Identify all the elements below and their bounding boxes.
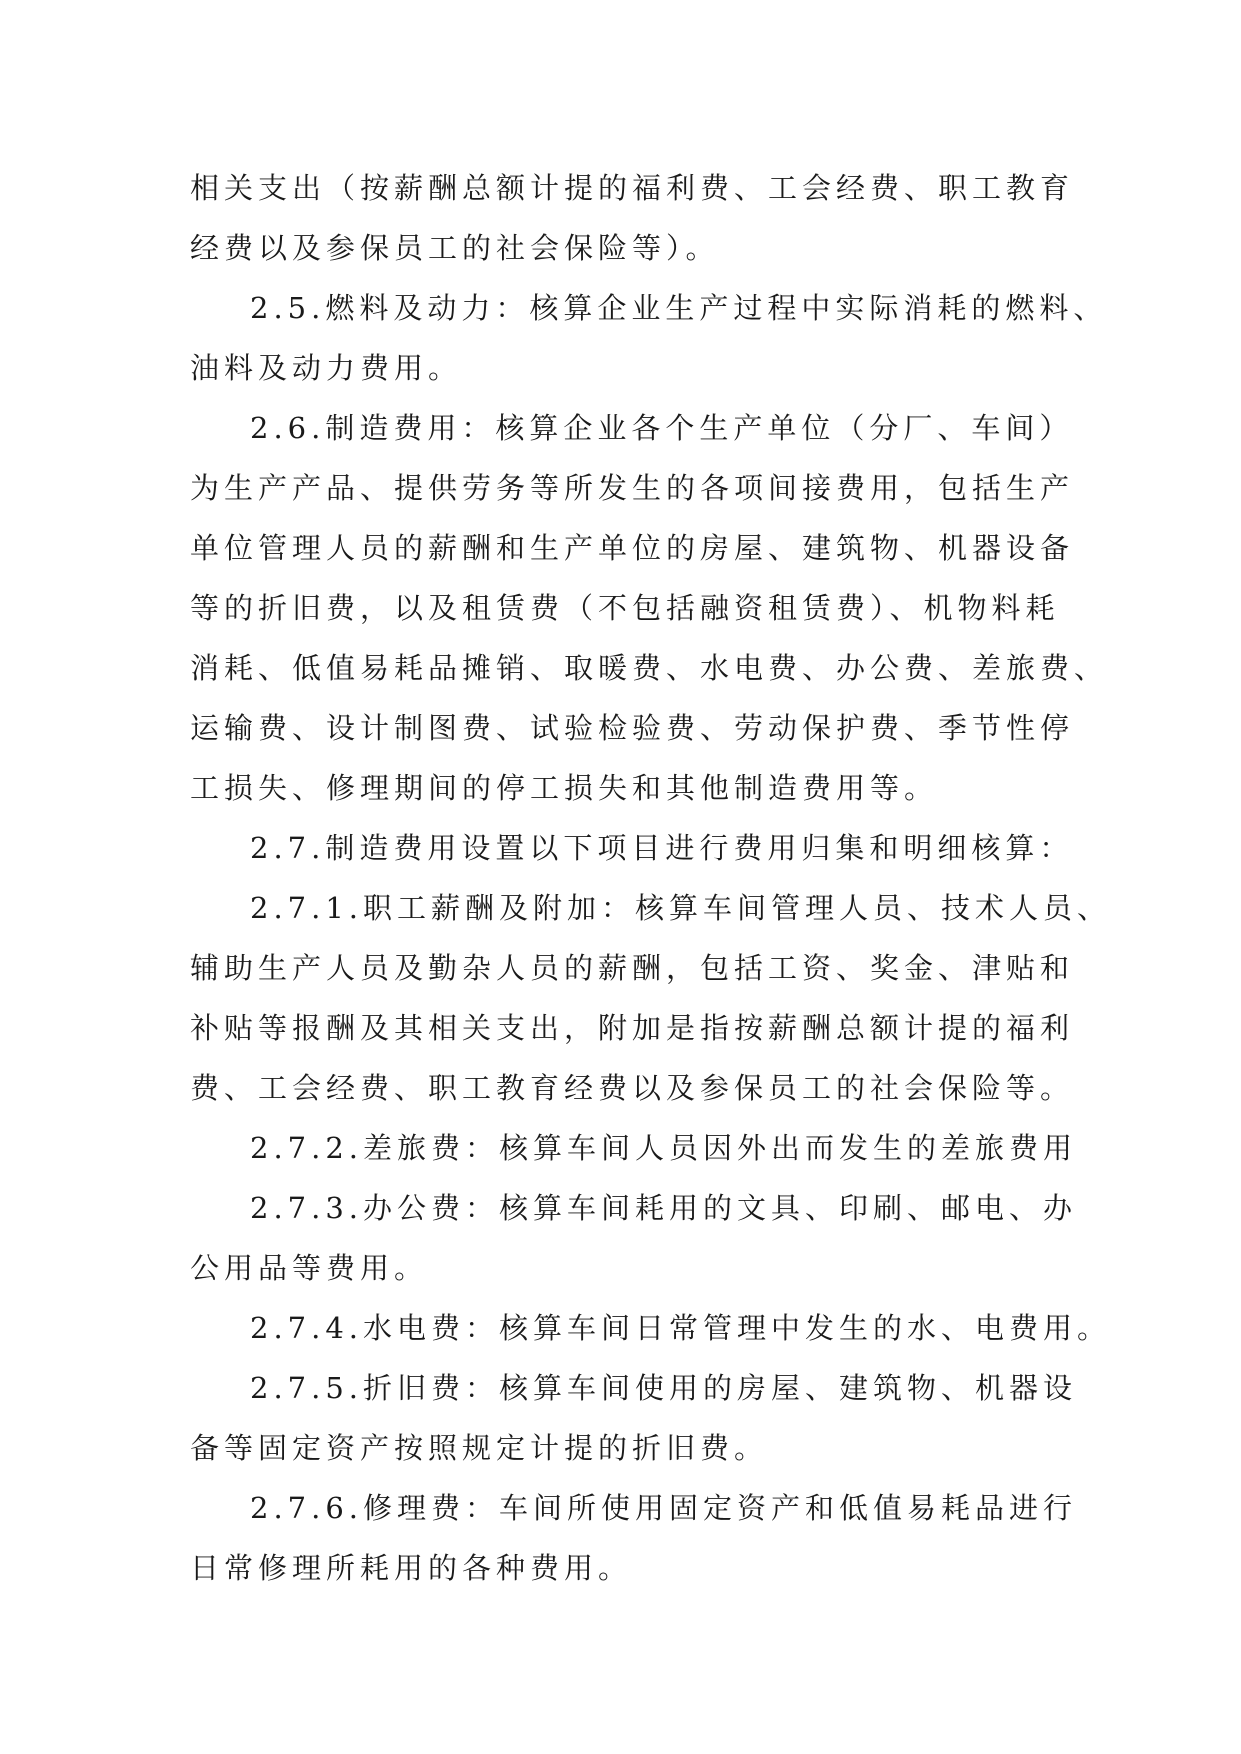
text-line: 2.6.制造费用：核算企业各个生产单位（分厂、车间） [250,411,1074,445]
text-line: 消耗、低值易耗品摊销、取暖费、水电费、办公费、差旅费、 [190,651,1109,685]
text-line: 运输费、设计制图费、试验检验费、劳动保护费、季节性停 [190,711,1075,745]
text-line: 2.7.2.差旅费：核算车间人员因外出而发生的差旅费用 [250,1131,1078,1165]
text-line: 经费以及参保员工的社会保险等）。 [190,231,720,265]
text-line: 相关支出（按薪酬总额计提的福利费、工会经费、职工教育 [190,171,1075,205]
text-line: 2.7.制造费用设置以下项目进行费用归集和明细核算： [250,831,1074,865]
text-line: 2.7.4.水电费：核算车间日常管理中发生的水、电费用。 [250,1311,1112,1345]
text-line: 等的折旧费，以及租赁费（不包括融资租赁费）、机物料耗 [190,591,1060,625]
text-line: 单位管理人员的薪酬和生产单位的房屋、建筑物、机器设备 [190,531,1075,565]
text-line: 2.7.5.折旧费：核算车间使用的房屋、建筑物、机器设 [250,1371,1078,1405]
text-line: 2.7.1.职工薪酬及附加：核算车间管理人员、技术人员、 [250,891,1112,925]
text-line: 日常修理所耗用的各种费用。 [190,1551,633,1585]
text-line: 辅助生产人员及勤杂人员的薪酬，包括工资、奖金、津贴和 [190,951,1075,985]
text-line: 2.7.6.修理费：车间所使用固定资产和低值易耗品进行 [250,1491,1078,1525]
text-line: 2.7.3.办公费：核算车间耗用的文具、印刷、邮电、办 [250,1191,1078,1225]
text-line: 补贴等报酬及其相关支出，附加是指按薪酬总额计提的福利 [190,1011,1075,1045]
text-line: 2.5.燃料及动力：核算企业生产过程中实际消耗的燃料、 [250,291,1108,325]
text-line: 工损失、修理期间的停工损失和其他制造费用等。 [190,771,939,805]
text-line: 为生产产品、提供劳务等所发生的各项间接费用，包括生产 [190,471,1075,505]
text-line: 备等固定资产按照规定计提的折旧费。 [190,1431,769,1465]
text-line: 费、工会经费、职工教育经费以及参保员工的社会保险等。 [190,1071,1075,1105]
text-line: 公用品等费用。 [190,1251,429,1285]
document-body [190,158,1112,1598]
text-line: 油料及动力费用。 [190,351,463,385]
